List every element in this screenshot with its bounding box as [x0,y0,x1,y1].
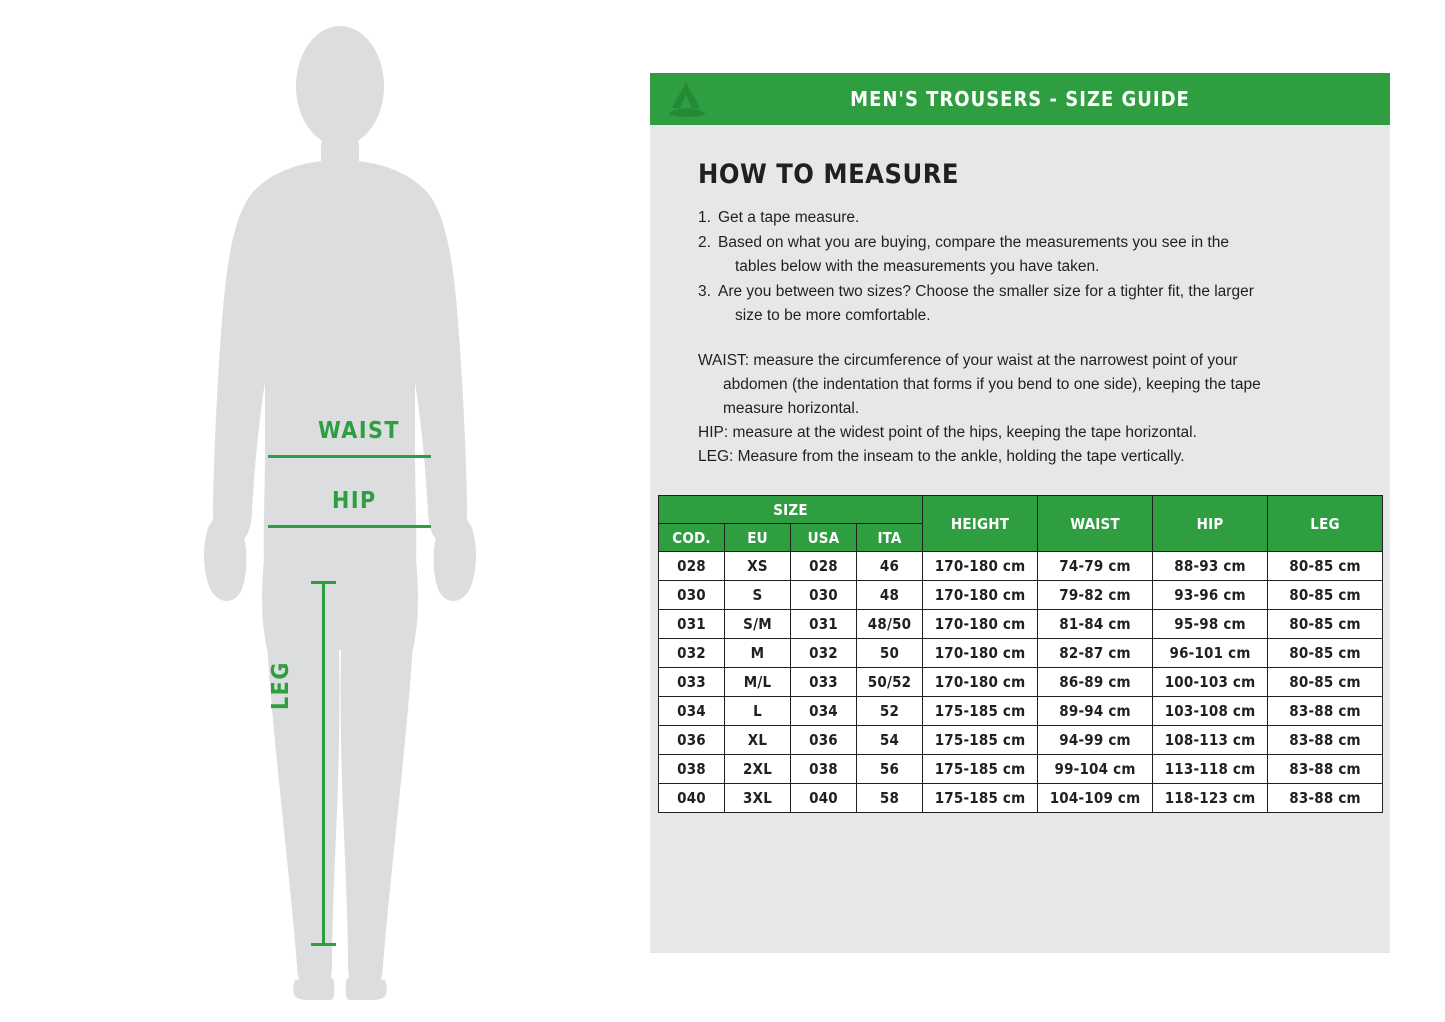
cell-height: 175-185 cm [923,726,1038,755]
cell-height: 170-180 cm [923,668,1038,697]
card-title: MEN'S TROUSERS - SIZE GUIDE [850,87,1190,111]
table-row [659,668,1383,697]
cell-eu: M [725,639,791,668]
cell-ita: 50 [857,639,923,668]
cell-usa: 033 [791,668,857,697]
cell-cod: 036 [659,726,725,755]
leg-measure-line [322,582,325,945]
cell-leg: 80-85 cm [1268,610,1383,639]
cell-height: 170-180 cm [923,610,1038,639]
cell-usa: 040 [791,784,857,813]
cell-eu: S/M [725,610,791,639]
cell-cod: 034 [659,697,725,726]
leg-measure-cap-bottom [311,943,336,946]
cell-leg: 83-88 cm [1268,755,1383,784]
cell-ita: 56 [857,755,923,784]
cell-ita: 48/50 [857,610,923,639]
cell-usa: 032 [791,639,857,668]
table-row [659,784,1383,813]
cell-waist: 79-82 cm [1038,581,1153,610]
step-text-continued: size to be more comfortable. [735,307,931,325]
measurement-definitions [698,349,1353,469]
cell-cod: 032 [659,639,725,668]
cell-cod: 040 [659,784,725,813]
cell-ita: 48 [857,581,923,610]
column-header-usa: USA [791,524,857,552]
figure-panel [0,0,640,1022]
definition-line: LEG: Measure from the inseam to the ankle, holding the tape vertically. [698,448,1185,466]
cell-cod: 031 [659,610,725,639]
cell-ita: 50/52 [857,668,923,697]
leg-measure-label: LEG [268,661,294,710]
cell-usa: 030 [791,581,857,610]
table-row [659,552,1383,581]
hip-measure-label: HIP [332,488,377,514]
cell-height: 170-180 cm [923,581,1038,610]
definition-leg [698,445,1353,469]
definition-hip [698,421,1353,445]
definition-line: WAIST: measure the circumference of your waist at the narrowest point of your [698,352,1238,370]
hip-measure-line [268,525,431,528]
step-text: Get a tape measure. [718,209,860,226]
cell-hip: 96-101 cm [1153,639,1268,668]
cell-cod: 033 [659,668,725,697]
cell-hip: 108-113 cm [1153,726,1268,755]
cell-leg: 80-85 cm [1268,552,1383,581]
cell-waist: 74-79 cm [1038,552,1153,581]
cell-usa: 034 [791,697,857,726]
cell-height: 175-185 cm [923,784,1038,813]
cell-leg: 83-88 cm [1268,697,1383,726]
step-text: Are you between two sizes? Choose the smaller size for a tighter fit, the larger [718,283,1254,301]
cell-waist: 104-109 cm [1038,784,1153,813]
size-table-container [658,495,1382,813]
cell-hip: 95-98 cm [1153,610,1268,639]
cell-hip: 103-108 cm [1153,697,1268,726]
column-header-waist: WAIST [1038,496,1153,552]
cell-waist: 94-99 cm [1038,726,1153,755]
step-text: Based on what you are buying, compare the measurements you see in the [718,234,1229,252]
table-row [659,726,1383,755]
cell-hip: 118-123 cm [1153,784,1268,813]
cell-eu: L [725,697,791,726]
table-row [659,581,1383,610]
cell-eu: XL [725,726,791,755]
definition-line: HIP: measure at the widest point of the hips, keeping the tape horizontal. [698,424,1197,442]
cell-waist: 81-84 cm [1038,610,1153,639]
size-table-body [659,552,1383,813]
cell-hip: 93-96 cm [1153,581,1268,610]
column-header-hip: HIP [1153,496,1268,552]
size-table-head [659,496,1383,552]
cell-ita: 52 [857,697,923,726]
table-row [659,697,1383,726]
cell-eu: 2XL [725,755,791,784]
definition-line: abdomen (the indentation that forms if you bend to one side), keeping the tape [723,376,1261,394]
cell-waist: 86-89 cm [1038,668,1153,697]
cell-height: 175-185 cm [923,755,1038,784]
cell-leg: 80-85 cm [1268,639,1383,668]
cell-leg: 83-88 cm [1268,726,1383,755]
table-row [659,755,1383,784]
definition-line: measure horizontal. [723,400,860,418]
table-group-header-row [659,496,1383,524]
group-header-size: SIZE [659,496,923,524]
column-header-eu: EU [725,524,791,552]
list-item [698,280,1348,328]
cell-leg: 83-88 cm [1268,784,1383,813]
brand-logo-icon [664,78,710,120]
step-text-continued: tables below with the measurements you have taken. [735,258,1100,276]
how-to-measure-steps [698,206,1348,328]
leg-measure-cap-top [311,581,336,584]
cell-waist: 89-94 cm [1038,697,1153,726]
cell-eu: 3XL [725,784,791,813]
list-item [698,206,1348,230]
cell-waist: 99-104 cm [1038,755,1153,784]
size-table [658,495,1383,813]
cell-ita: 46 [857,552,923,581]
cell-eu: M/L [725,668,791,697]
card-header [650,73,1390,125]
cell-usa: 038 [791,755,857,784]
cell-cod: 038 [659,755,725,784]
cell-cod: 030 [659,581,725,610]
cell-height: 175-185 cm [923,697,1038,726]
column-header-leg: LEG [1268,496,1383,552]
table-row [659,610,1383,639]
cell-height: 170-180 cm [923,552,1038,581]
waist-measure-label: WAIST [318,418,401,444]
step-number: 1. [698,209,711,226]
column-header-ita: ITA [857,524,923,552]
cell-cod: 028 [659,552,725,581]
step-number: 2. [698,234,711,252]
cell-waist: 82-87 cm [1038,639,1153,668]
cell-eu: XS [725,552,791,581]
section-title: HOW TO MEASURE [698,159,959,190]
table-row [659,639,1383,668]
cell-height: 170-180 cm [923,639,1038,668]
cell-leg: 80-85 cm [1268,668,1383,697]
size-guide-card [650,73,1390,953]
cell-leg: 80-85 cm [1268,581,1383,610]
step-number: 3. [698,283,711,301]
waist-measure-line [268,455,431,458]
definition-waist [698,349,1353,421]
cell-hip: 113-118 cm [1153,755,1268,784]
cell-ita: 54 [857,726,923,755]
cell-hip: 100-103 cm [1153,668,1268,697]
column-header-height: HEIGHT [923,496,1038,552]
cell-eu: S [725,581,791,610]
cell-usa: 036 [791,726,857,755]
cell-usa: 028 [791,552,857,581]
list-item [698,231,1348,279]
cell-hip: 88-93 cm [1153,552,1268,581]
cell-ita: 58 [857,784,923,813]
column-header-cod: COD. [659,524,725,552]
cell-usa: 031 [791,610,857,639]
